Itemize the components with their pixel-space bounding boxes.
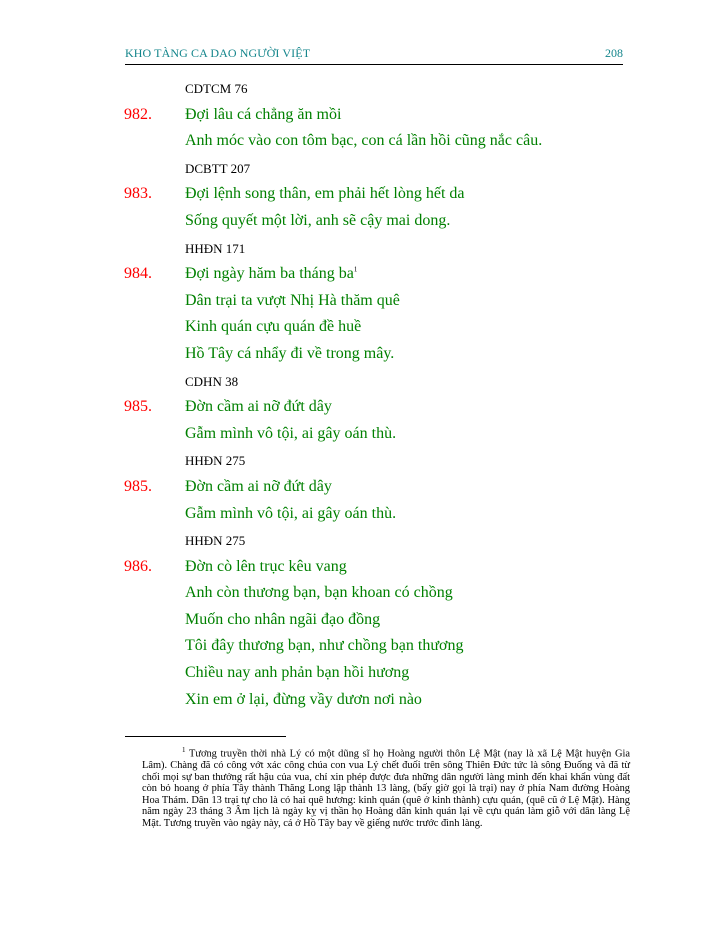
verse-text: Gẫm mình vô tội, ai gây oán thù.: [185, 504, 397, 522]
verse-text: Anh móc vào con tôm bạc, con cá lần hồi cũng nắc câu.: [185, 132, 543, 150]
verse-row: [0, 502, 723, 529]
verse-row: [0, 342, 723, 369]
source-citation: HHĐN 275: [185, 453, 246, 469]
page-header: [125, 44, 623, 65]
source-citation: HHĐN 275: [185, 533, 246, 549]
verse-line: [185, 212, 450, 230]
footnote-mark: 1: [182, 746, 186, 754]
verse-text: Đợi ngày hăm ba tháng ba: [185, 265, 354, 283]
book-title: KHO TÀNG CA DAO NGƯỜI VIỆT: [125, 46, 311, 60]
source-row: [0, 156, 723, 183]
verse-row: [0, 555, 723, 582]
verse-line: [185, 691, 422, 709]
verse-text: Kinh quán cựu quán đề huề: [185, 318, 362, 336]
verse-row: [0, 634, 723, 661]
source-row: [0, 369, 723, 396]
verse-number: 982.: [124, 105, 152, 123]
source-row: [0, 448, 723, 475]
verse-text: Đờn cầm ai nỡ đứt dây: [185, 398, 332, 416]
verse-row: [0, 688, 723, 715]
verse-line: [185, 185, 465, 203]
footnote-reference[interactable]: 1: [353, 265, 358, 274]
verse-row: [0, 395, 723, 422]
verse-text: Anh còn thương bạn, bạn khoan có chồng: [185, 584, 453, 602]
verse-number: 984.: [124, 265, 152, 283]
verse-line: [185, 558, 347, 576]
verse-row: [0, 262, 723, 289]
verse-line: [185, 478, 332, 496]
verse-text: Đợi lệnh song thân, em phải hết lòng hết da: [185, 185, 465, 203]
verse-row: [0, 103, 723, 130]
verse-text: Dân trại ta vượt Nhị Hà thăm quê: [185, 291, 400, 309]
verse-text: Đợi lâu cá chẳng ăn mồi: [185, 105, 342, 123]
verse-number: 985.: [124, 398, 152, 416]
verse-line: [185, 664, 409, 682]
verse-row: [0, 608, 723, 635]
footnote-separator: [125, 736, 286, 737]
verse-list: [0, 76, 723, 714]
verse-text: Đờn cầm ai nỡ đứt dây: [185, 477, 332, 495]
verse-line: [185, 584, 453, 602]
verse-text: Xin em ở lại, đừng vầy dươn nơi nào: [185, 690, 422, 708]
page-number: 208: [605, 46, 623, 60]
verse-text: Đờn cò lên trục kêu vang: [185, 557, 347, 575]
verse-text: Tôi đây thương bạn, như chồng bạn thương: [185, 637, 464, 655]
verse-row: [0, 315, 723, 342]
footnote: [142, 745, 630, 830]
verse-number: 986.: [124, 557, 152, 575]
verse-line: [185, 265, 357, 283]
verse-line: [185, 292, 400, 310]
verse-row: [0, 209, 723, 236]
verse-line: [185, 132, 542, 150]
verse-row: [0, 422, 723, 449]
source-citation: CDHN 38: [185, 373, 239, 389]
verse-line: [185, 611, 380, 629]
verse-row: [0, 289, 723, 316]
verse-line: [185, 106, 341, 124]
source-citation: HHĐN 171: [185, 240, 246, 256]
verse-line: [185, 425, 396, 443]
verse-row: [0, 182, 723, 209]
verse-text: Muốn cho nhân ngãi đạo đồng: [185, 610, 381, 628]
verse-line: [185, 398, 332, 416]
verse-text: Chiều nay anh phản bạn hồi hương: [185, 664, 410, 682]
verse-row: [0, 129, 723, 156]
verse-number: 985.: [124, 477, 152, 495]
source-citation: DCBTT 207: [185, 160, 251, 176]
verse-line: [185, 345, 394, 363]
verse-line: [185, 505, 396, 523]
source-row: [0, 528, 723, 555]
source-row: [0, 76, 723, 103]
verse-text: Gẫm mình vô tội, ai gây oán thù.: [185, 424, 397, 442]
verse-line: [185, 318, 361, 336]
source-citation: CDTCM 76: [185, 81, 248, 96]
verse-number: 983.: [124, 185, 152, 203]
verse-line: [185, 637, 463, 655]
verse-text: Sống quyết một lời, anh sẽ cậy mai dong.: [185, 211, 451, 229]
verse-text: Hồ Tây cá nhẩy đi về trong mây.: [185, 344, 395, 362]
verse-row: [0, 661, 723, 688]
footnote-text: Tương truyền thời nhà Lý có một dũng sĩ họ Hoàng người thôn Lệ Mật (nay là xã Lệ Mật huyện Gia Lâm). Chàng đã có công vớt xác công chúa con vua Lý chết đuối trên sông Thiên Đức tức là sông Đuống và đã từ chối mọi sự ban thưởng rất hậu của vua, chỉ xin phép được đưa những dân người làng mình đến khai khẩn vùng đất còn bỏ hoang ở phía Tây thành Thăng Long lập thành 13 làng, (bấy giờ gọi là trại) nay ở phía Nam đường Hoàng Hoa Thám. Dân 13 trại tự cho là có hai quê hương: kinh quán (quê ở kinh thành) cựu quán, (quê cũ ở Lệ Mật). Hàng năm ngày 23 tháng 3 Âm lịch là ngày kỵ vị thần họ Hoàng dân kinh quán lại về cựu quán làm giỗ với dân làng Lệ Mật. Tương truyền vào ngày này, cá ở Hồ Tây bay về giếng nước trước đình làng.: [142, 748, 630, 830]
verse-row: [0, 581, 723, 608]
source-row: [0, 236, 723, 263]
verse-row: [0, 475, 723, 502]
